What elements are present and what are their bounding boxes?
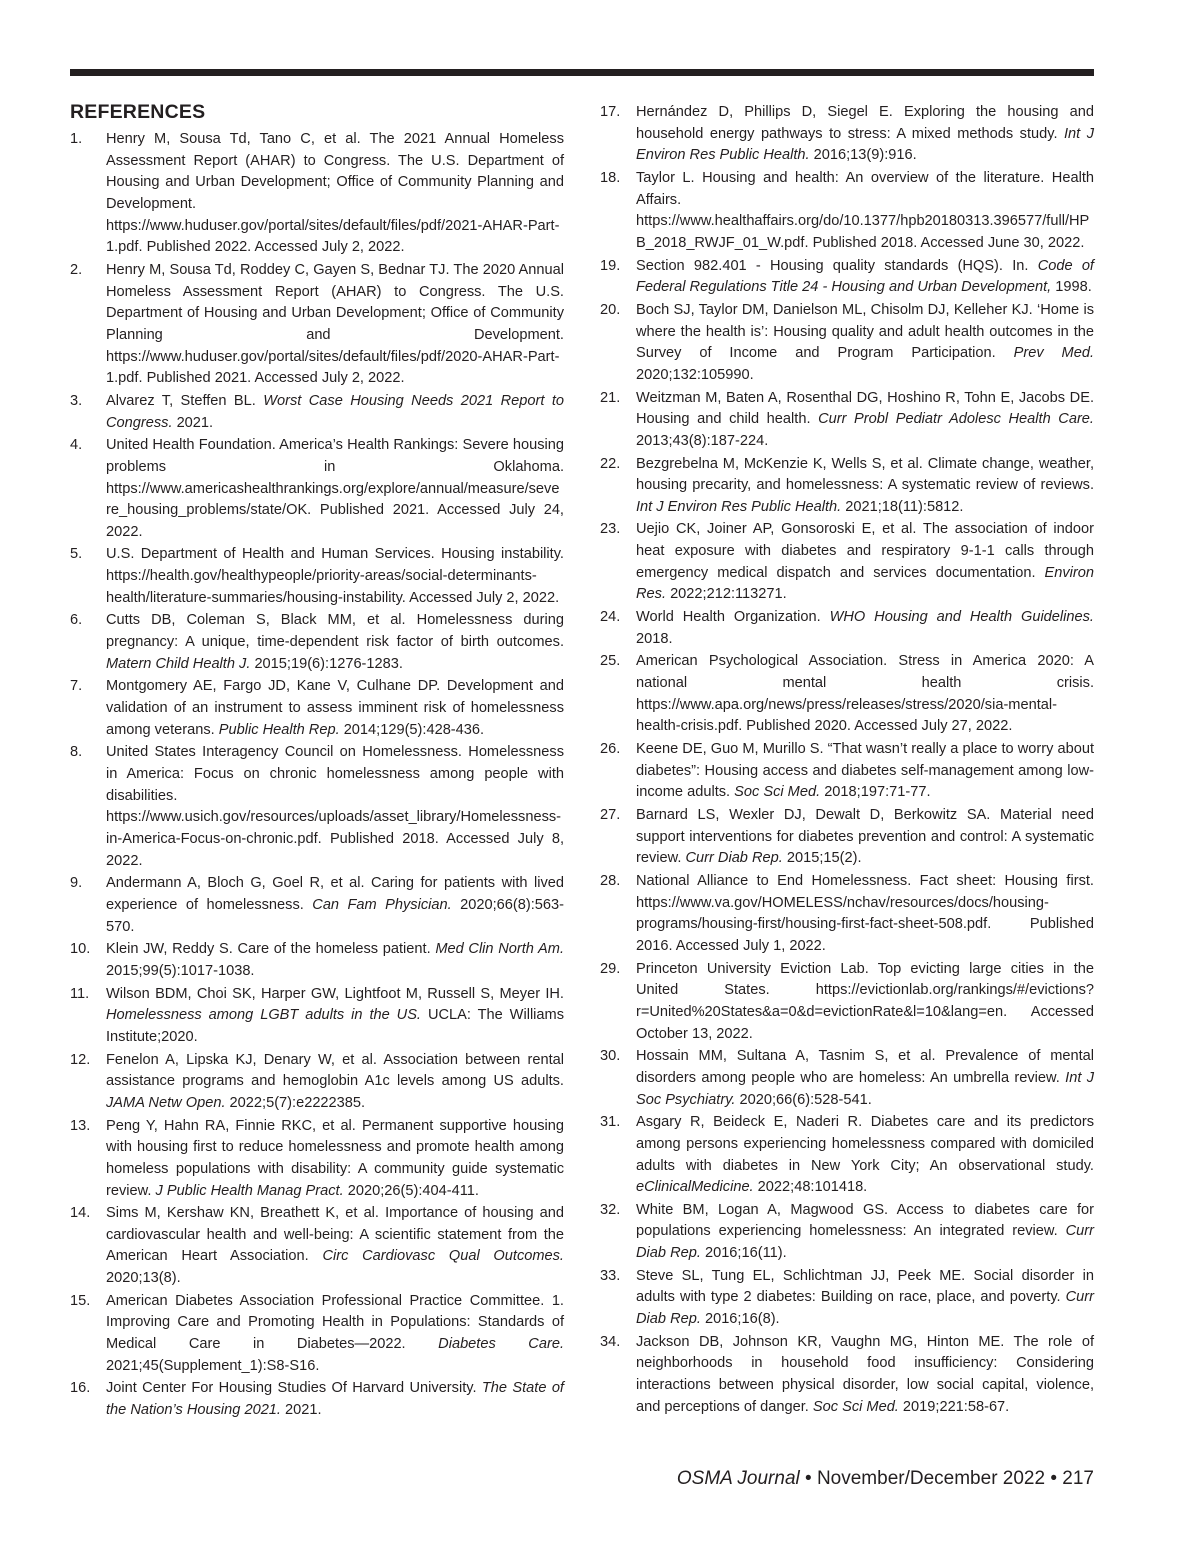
reference-citation: American Diabetes Association Professional Practice Committee. 1. Improving Care and Promoting Health in Populations: Standards of Medical Care in Diabetes—2022.: [106, 1292, 564, 1353]
reference-text: [636, 1112, 1094, 1199]
reference-item: [600, 1046, 1094, 1111]
reference-details: 2018;197:71-77.: [820, 784, 931, 801]
reference-text: [106, 260, 564, 390]
reference-citation: Steve SL, Tung EL, Schlichtman JJ, Peek ME. Social disorder in adults with type 2 diabetes: Building on race, place, and poverty.: [636, 1267, 1094, 1306]
reference-citation: Alvarez T, Steffen BL.: [106, 392, 264, 409]
reference-citation: Cutts DB, Coleman S, Black MM, et al. Homelessness during pregnancy: A unique, time-dependent risk factor of birth outcomes.: [106, 612, 564, 651]
reference-number: 25.: [600, 653, 621, 670]
reference-text: [636, 256, 1094, 299]
reference-citation: Andermann A, Bloch G, Goel R, et al. Caring for patients with lived experience of homelessness.: [106, 875, 564, 913]
reference-item: [70, 1050, 564, 1115]
reference-citation: Joint Center For Housing Studies Of Harvard University.: [106, 1380, 482, 1397]
reference-details: 2020;66(8):563-570.: [106, 896, 564, 935]
reference-source-title: Int J Environ Res Public Health.: [636, 498, 842, 515]
reference-item: [70, 939, 564, 982]
reference-item: [600, 256, 1094, 299]
reference-citation: Peng Y, Hahn RA, Finnie RKC, et al. Permanent supportive housing with housing first to reduce homelessness and promote health among homeless populations with disability: A community guide systematic review.: [106, 1117, 564, 1199]
reference-number: 23.: [600, 521, 621, 538]
reference-citation: Sims M, Kershaw KN, Breathett K, et al. Importance of housing and cardiovascular health and well-being: A scientific statement from the American Heart Association.: [106, 1205, 564, 1265]
reference-item: [70, 435, 564, 543]
reference-source-title: Diabetes Care.: [438, 1336, 564, 1353]
reference-number: 12.: [70, 1051, 91, 1068]
reference-citation: Henry M, Sousa Td, Roddey C, Gayen S, Bednar TJ. The 2020 Annual Homeless Assessment Report (AHAR) to Congress. The U.S. Department of Housing and Urban Development; Office of Community Planning and Development. https://www.huduser.gov/portal/sites/default/files/pdf/2020-AHAR-Part-1.pdf. Published 2021. Accessed July 2, 2022.: [106, 261, 564, 387]
reference-text: [636, 739, 1094, 804]
reference-number: 18.: [600, 169, 621, 186]
reference-text: [636, 102, 1094, 167]
reference-item: [70, 1116, 564, 1203]
reference-text: [636, 519, 1094, 606]
reference-item: [600, 651, 1094, 738]
reference-citation: World Health Organization.: [636, 609, 830, 626]
reference-item: [70, 544, 564, 609]
reference-item: [600, 102, 1094, 167]
reference-number: 8.: [70, 744, 83, 761]
reference-citation: Section 982.401 - Housing quality standards (HQS). In.: [636, 257, 1038, 274]
reference-item: [70, 676, 564, 741]
reference-number: 21.: [600, 389, 621, 406]
reference-item: [70, 984, 564, 1049]
reference-number: 31.: [600, 1114, 621, 1131]
reference-number: 29.: [600, 960, 621, 977]
reference-source-title: Prev Med.: [1013, 345, 1094, 362]
reference-citation: Hossain MM, Sultana A, Tasnim S, et al. Prevalence of mental disorders among people who are homeless: An umbrella review.: [636, 1048, 1094, 1086]
reference-citation: United Health Foundation. America’s Health Rankings: Severe housing problems in Oklahoma. https://www.americashealthrankings.org/explore/annual/measure/severe_housing_problems/state/OK. Published 2021. Accessed July 24, 2022.: [106, 437, 564, 540]
reference-item: [600, 1200, 1094, 1265]
reference-number: 6.: [70, 612, 83, 629]
references-column-right: [600, 102, 1094, 1419]
reference-item: [70, 391, 564, 434]
reference-text: [106, 435, 564, 543]
reference-citation: White BM, Logan A, Magwood GS. Access to diabetes care for populations experiencing homelessness: An integrated review.: [636, 1201, 1094, 1240]
reference-number: 22.: [600, 455, 621, 472]
reference-source-title: WHO Housing and Health Guidelines.: [829, 609, 1094, 626]
reference-source-title: Med Clin North Am.: [435, 941, 564, 958]
reference-item: [600, 739, 1094, 804]
reference-number: 3.: [70, 392, 83, 409]
reference-text: [106, 1291, 564, 1378]
reference-text: [636, 651, 1094, 738]
reference-citation: Taylor L. Housing and health: An overview of the literature. Health Affairs. https://www.healthaffairs.org/do/10.1377/hpb20180313.396577/full/HPB_2018_RWJF_01_W.pdf. Published 2018. Accessed June 30, 2022.: [636, 169, 1094, 251]
reference-citation: Princeton University Eviction Lab. Top evicting large cities in the United States. https://evictionlab.org/rankings/#/evictions?r=United%20States&a=0&d=evictionRate&l=10&lang=en. Accessed October 13, 2022.: [636, 960, 1094, 1042]
reference-details: 2013;43(8):187-224.: [636, 432, 769, 449]
reference-item: [600, 607, 1094, 650]
reference-text: [636, 1046, 1094, 1111]
references-heading: REFERENCES: [70, 101, 206, 123]
reference-source-title: Can Fam Physician.: [312, 896, 452, 913]
reference-item: [600, 168, 1094, 255]
reference-citation: Hernández D, Phillips D, Siegel E. Exploring the housing and household energy pathways to stress: A mixed methods study.: [636, 104, 1094, 142]
reference-item: [600, 871, 1094, 958]
reference-text: [636, 1332, 1094, 1419]
footer-separator: •: [1045, 1468, 1063, 1489]
reference-citation: Asgary R, Beideck E, Naderi R. Diabetes care and its predictors among persons experiencing homelessness compared with domiciled adults with diabetes in New York City; An observational study.: [636, 1114, 1094, 1174]
reference-number: 15.: [70, 1292, 91, 1309]
reference-text: [636, 1200, 1094, 1265]
reference-citation: Klein JW, Reddy S. Care of the homeless patient.: [106, 941, 436, 958]
reference-number: 16.: [70, 1380, 91, 1397]
reference-number: 33.: [600, 1267, 621, 1284]
reference-details: 2022;5(7):e2222385.: [225, 1094, 366, 1111]
reference-text: [636, 805, 1094, 870]
reference-item: [70, 1203, 564, 1290]
reference-number: 4.: [70, 437, 83, 454]
reference-item: [70, 1291, 564, 1378]
reference-details: 2016;13(9):916.: [809, 147, 917, 164]
reference-number: 24.: [600, 609, 621, 626]
reference-details: 2019;221:58-67.: [898, 1398, 1010, 1415]
reference-citation: Boch SJ, Taylor DM, Danielson ML, Chisolm DJ, Kelleher KJ. ‘Home is where the health is’: Housing quality and adult health outcomes in the Survey of Income and Program Participation.: [636, 301, 1094, 362]
reference-source-title: Public Health Rep.: [218, 721, 340, 738]
reference-number: 32.: [600, 1201, 621, 1218]
reference-details: 2022;212:113271.: [666, 586, 787, 603]
reference-number: 10.: [70, 941, 91, 958]
reference-item: [600, 388, 1094, 453]
reference-number: 20.: [600, 301, 621, 318]
reference-item: [70, 1378, 564, 1421]
reference-number: 5.: [70, 546, 83, 563]
reference-number: 13.: [70, 1117, 91, 1134]
reference-number: 1.: [70, 131, 83, 147]
reference-number: 19.: [600, 257, 621, 274]
reference-source-title: Environ Res.: [636, 564, 1094, 603]
reference-citation: Uejio CK, Joiner AP, Gonsoroski E, et al. The association of indoor heat exposure with diabetes and respiratory 9-1-1 calls through emergency medical dispatch and services documentation.: [636, 521, 1094, 581]
footer-separator: •: [799, 1468, 817, 1489]
reference-source-title: Curr Probl Pediatr Adolesc Health Care.: [818, 411, 1094, 428]
reference-source-title: Homelessness among LGBT adults in the US.: [106, 1007, 421, 1024]
reference-source-title: Soc Sci Med.: [812, 1398, 899, 1415]
reference-text: [106, 610, 564, 675]
reference-number: 11.: [70, 985, 90, 1002]
reference-details: 2021.: [280, 1402, 322, 1419]
reference-citation: Montgomery AE, Fargo JD, Kane V, Culhane DP. Development and validation of an instrument to assess imminent risk of homelessness among veterans.: [106, 678, 564, 738]
reference-details: 2018.: [636, 630, 673, 647]
reference-text: [106, 676, 564, 741]
reference-text: [636, 388, 1094, 453]
reference-details: 1998.: [1051, 279, 1092, 296]
reference-number: 34.: [600, 1333, 621, 1350]
reference-item: [70, 873, 564, 938]
reference-citation: Wilson BDM, Choi SK, Harper GW, Lightfoot M, Russell S, Meyer IH.: [106, 985, 564, 1002]
reference-citation: Barnard LS, Wexler DJ, Dewalt D, Berkowitz SA. Material need support interventions for diabetes prevention and control: A systematic review.: [636, 807, 1094, 867]
reference-item: [600, 519, 1094, 606]
reference-item: [600, 1112, 1094, 1199]
reference-citation: Keene DE, Guo M, Murillo S. “That wasn’t really a place to worry about diabetes”: Housing access and diabetes self-management among low-income adults.: [636, 741, 1094, 801]
reference-text: [636, 607, 1094, 650]
reference-item: [70, 129, 564, 259]
references-column-left: [70, 129, 564, 1423]
reference-text: [106, 939, 564, 982]
reference-source-title: Worst Case Housing Needs 2021 Report to Congress.: [106, 392, 564, 431]
reference-item: [600, 1332, 1094, 1419]
reference-citation: Bezgrebelna M, McKenzie K, Wells S, et al. Climate change, weather, housing precarity, and homelessness: A systematic review of reviews.: [636, 455, 1094, 494]
reference-details: 2020;13(8).: [106, 1270, 181, 1287]
reference-number: 28.: [600, 872, 621, 889]
reference-source-title: eClinicalMedicine.: [636, 1179, 754, 1196]
reference-text: [106, 391, 564, 434]
reference-details: UCLA: The Williams Institute;2020.: [106, 1007, 564, 1045]
reference-item: [70, 742, 564, 872]
reference-number: 30.: [600, 1048, 621, 1065]
reference-source-title: Circ Cardiovasc Qual Outcomes.: [322, 1248, 564, 1265]
reference-source-title: The State of the Nation’s Housing 2021.: [106, 1380, 564, 1419]
reference-text: [106, 1050, 564, 1115]
reference-details: 2020;132:105990.: [636, 366, 754, 383]
reference-item: [600, 1266, 1094, 1331]
reference-text: [106, 1203, 564, 1290]
reference-details: 2015;15(2).: [782, 850, 862, 867]
reference-details: 2020;26(5):404-411.: [343, 1182, 479, 1199]
reference-source-title: JAMA Netw Open.: [106, 1094, 226, 1111]
reference-citation: National Alliance to End Homelessness. Fact sheet: Housing first. https://www.va.gov/HOMELESS/nchav/resources/docs/housing-programs/housing-first/housing-first-fact-sheet-508.pdf. Published 2016. Accessed July 1, 2022.: [636, 872, 1094, 954]
reference-citation: U.S. Department of Health and Human Services. Housing instability. https://health.gov/healthypeople/priority-areas/social-determinants-health/literature-summaries/housing-instability. Accessed July 2, 2022.: [106, 546, 564, 606]
reference-item: [600, 300, 1094, 387]
reference-source-title: Matern Child Health J.: [106, 655, 251, 672]
reference-details: 2014;129(5):428-436.: [339, 721, 485, 738]
reference-item: [70, 610, 564, 675]
reference-item: [600, 959, 1094, 1046]
reference-text: [106, 984, 564, 1049]
reference-citation: American Psychological Association. Stress in America 2020: A national mental health crisis. https://www.apa.org/news/press/releases/stress/2020/sia-mental-health-crisis.pdf. Published 2020. Accessed July 27, 2022.: [636, 653, 1094, 735]
reference-item: [70, 260, 564, 390]
reference-text: [636, 959, 1094, 1046]
reference-number: 14.: [70, 1205, 91, 1222]
reference-text: [106, 544, 564, 609]
reference-number: 7.: [70, 678, 83, 695]
reference-details: 2021;18(11):5812.: [841, 498, 964, 515]
reference-citation: Weitzman M, Baten A, Rosenthal DG, Hoshino R, Tohn E, Jacobs DE. Housing and child health.: [636, 389, 1094, 428]
reference-details: 2016;16(8).: [700, 1311, 780, 1328]
reference-source-title: Curr Diab Rep.: [685, 850, 783, 867]
reference-text: [106, 129, 564, 259]
reference-details: 2015;19(6):1276-1283.: [250, 655, 403, 672]
reference-details: 2021;45(Supplement_1):S8-S16.: [106, 1357, 320, 1374]
reference-details: 2016;16(11).: [700, 1245, 787, 1262]
reference-text: [636, 871, 1094, 958]
page-footer: [677, 1468, 1094, 1490]
reference-citation: Fenelon A, Lipska KJ, Denary W, et al. Association between rental assistance programs and hemoglobin A1c levels among US adults.: [106, 1051, 564, 1090]
reference-source-title: J Public Health Manag Pract.: [155, 1182, 344, 1199]
reference-source-title: Curr Diab Rep.: [636, 1289, 1094, 1328]
reference-source-title: Int J Soc Psychiatry.: [636, 1069, 1094, 1108]
reference-text: [636, 168, 1094, 255]
reference-text: [636, 1266, 1094, 1331]
reference-citation: United States Interagency Council on Homelessness. Homelessness in America: Focus on chronic homelessness among people with disabilities. https://www.usich.gov/resources/uploads/asset_library/Homelessness-in-America-Focus-on-chronic.pdf. Published 2018. Accessed July 8, 2022.: [106, 744, 564, 869]
reference-text: [106, 1378, 564, 1421]
reference-source-title: Soc Sci Med.: [734, 784, 821, 801]
reference-item: [600, 805, 1094, 870]
journal-name: OSMA Journal: [676, 1468, 800, 1489]
reference-citation: Henry M, Sousa Td, Tano C, et al. The 2021 Annual Homeless Assessment Report (AHAR) to Congress. The U.S. Department of Housing and Urban Development; Office of Community Planning and Development. https://www.huduser.gov/portal/sites/default/files/pdf/2021-AHAR-Part-1.pdf. Published 2022. Accessed July 2, 2022.: [106, 131, 564, 256]
page-number: 217: [1062, 1468, 1094, 1489]
reference-text: [636, 300, 1094, 387]
reference-number: 27.: [600, 807, 621, 823]
reference-details: 2015;99(5):1017-1038.: [106, 962, 255, 979]
issue-date: November/December 2022: [816, 1468, 1046, 1489]
reference-text: [106, 873, 564, 938]
reference-number: 17.: [600, 104, 621, 120]
reference-number: 26.: [600, 741, 621, 758]
reference-details: 2020;66(6):528-541.: [735, 1091, 872, 1108]
reference-details: 2021.: [172, 414, 214, 431]
reference-text: [636, 454, 1094, 519]
reference-source-title: Int J Environ Res Public Health.: [636, 125, 1094, 164]
reference-details: 2022;48:101418.: [753, 1179, 868, 1196]
top-rule: [70, 69, 1094, 76]
reference-item: [600, 454, 1094, 519]
reference-source-title: Code of Federal Regulations Title 24 - Housing and Urban Development,: [636, 257, 1094, 296]
reference-number: 2.: [70, 261, 83, 278]
reference-citation: Jackson DB, Johnson KR, Vaughn MG, Hinton ME. The role of neighborhoods in household food insufficiency: Considering interactions between physical disorder, low social capital, violence, and perceptions of danger.: [636, 1333, 1094, 1415]
reference-number: 9.: [70, 875, 83, 892]
reference-text: [106, 742, 564, 872]
reference-text: [106, 1116, 564, 1203]
reference-source-title: Curr Diab Rep.: [636, 1223, 1094, 1262]
